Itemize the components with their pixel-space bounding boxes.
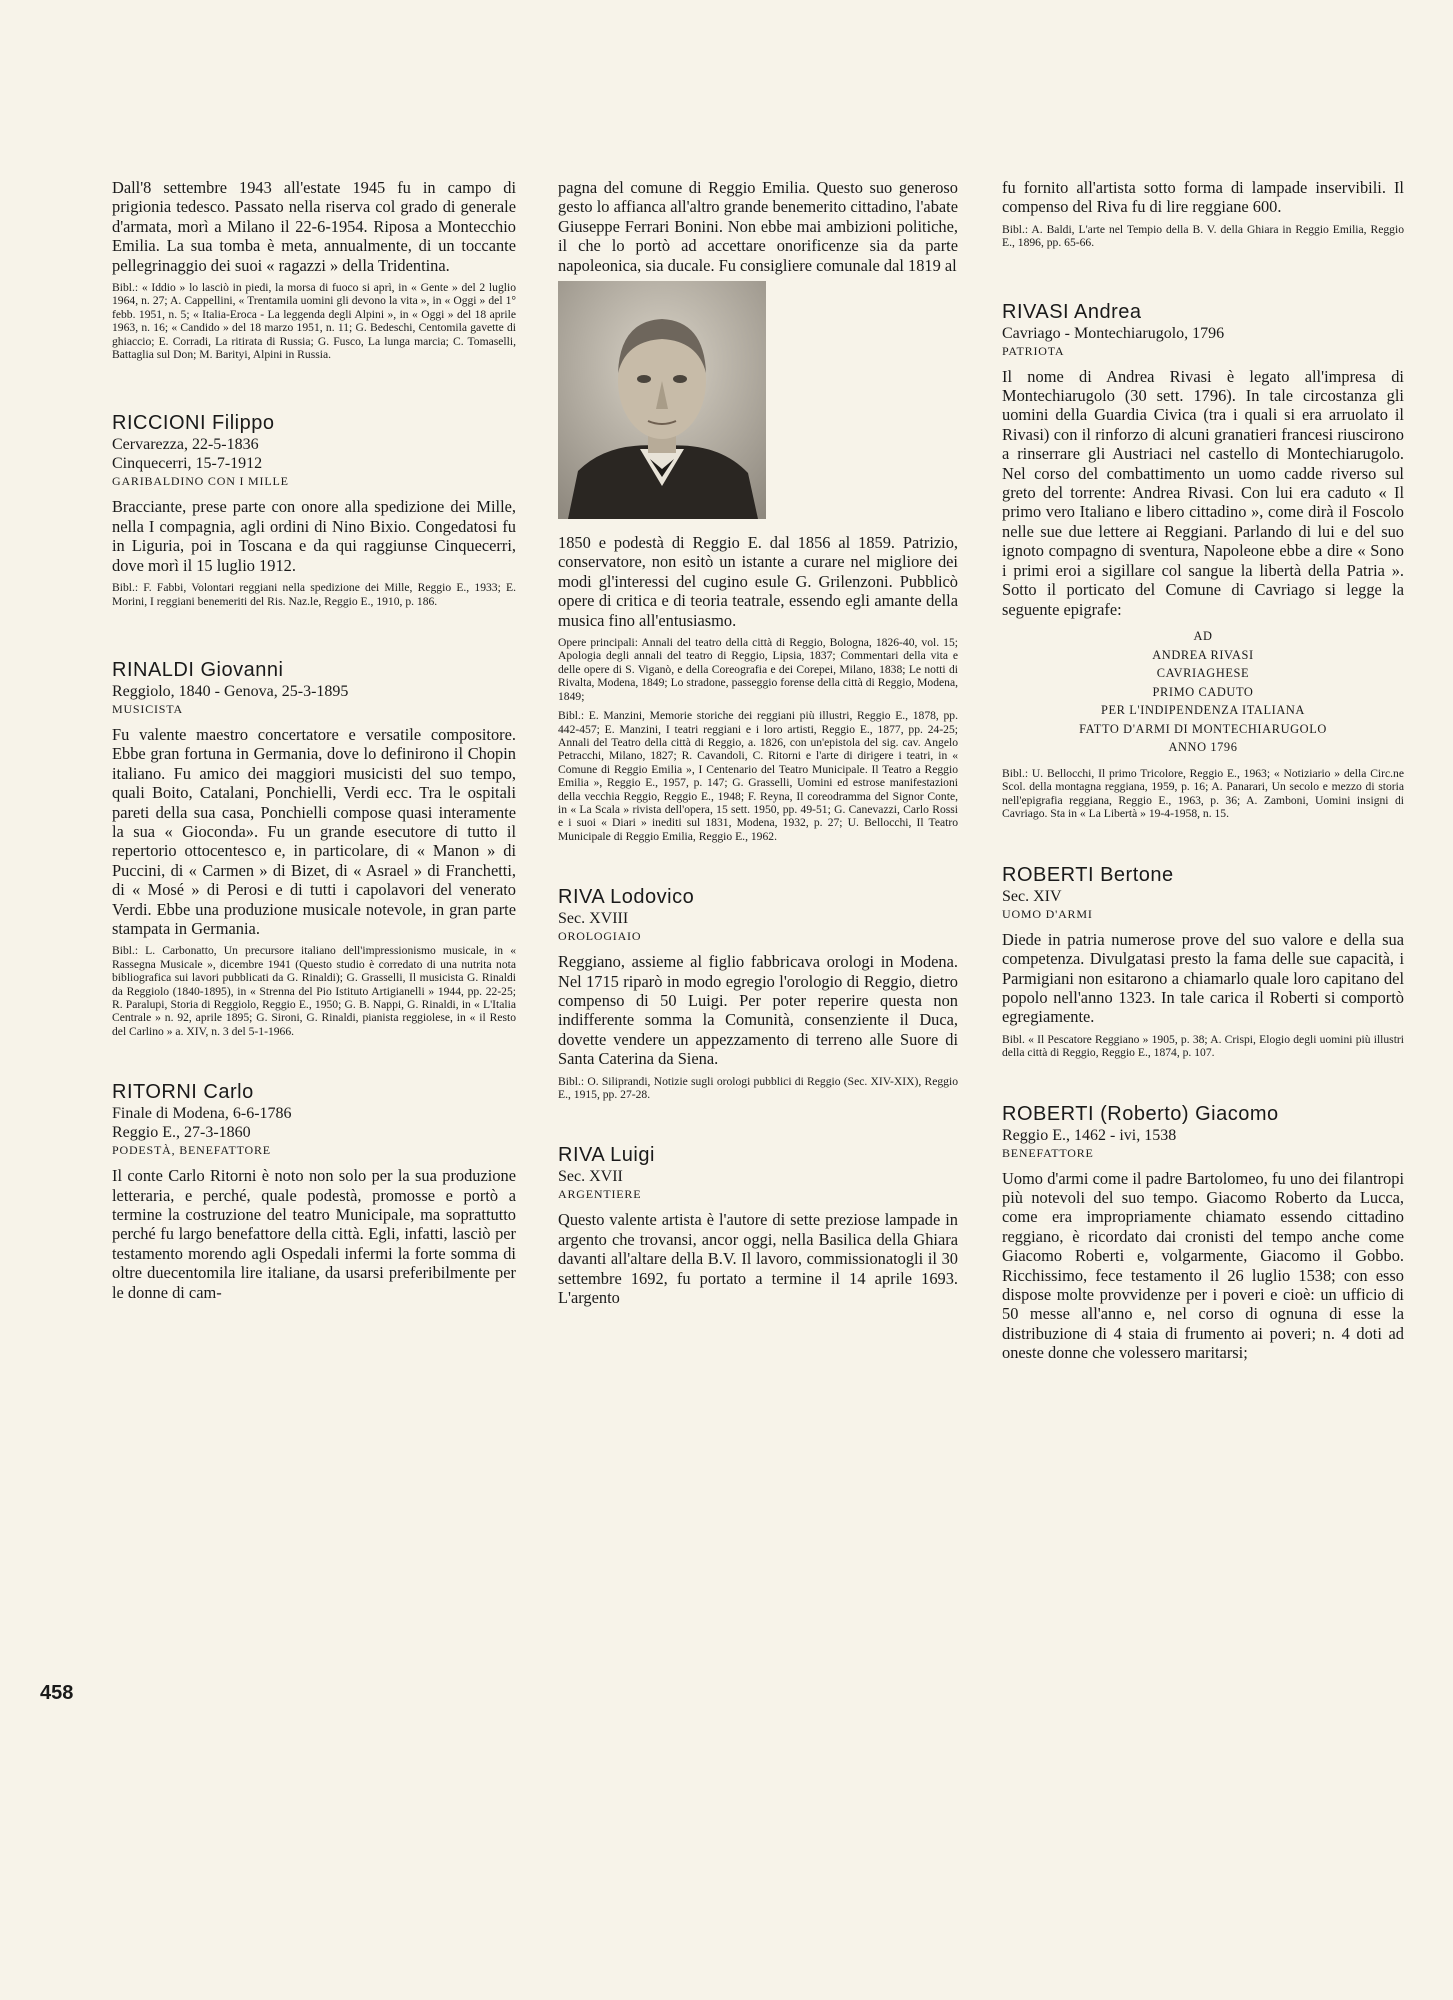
entry-name: RITORNI Carlo <box>112 1081 254 1104</box>
entry-dates: Sec. XVIII <box>558 910 629 928</box>
entry-dates: Sec. XIV <box>1002 887 1062 905</box>
entry-role: PATRIOTA <box>1002 343 1065 358</box>
entry-text: Il nome di Andrea Rivasi è legato all'impresa di Montechiarugolo (30 sett. 1796). In tale circostanza gli uomini della Guardia Civica (tra i quali si era arruolato il Rivasi) con il rinforzo di alcuni granatieri francesi riuscirono a rinserrare gli Austriaci nel castello di Montechiarugolo. Nel corso del combattimento un uomo cadde riverso sul greto del torrente: Andrea Rivasi. Con lui era caduto « Il primo vero Italiano e libero cittadino », come dirà il Foscolo nelle sue due lettere ai Reggiani. Parlando di lui e del suo ignoto compagno di sventura, Napoleone ebbe a dire « Sono i primi eroi a sigillare col sangue la libertà della Patria ». Sotto il porticato del Comune di Cavriago si legge la seguente epigrafe: <box>1002 366 1404 619</box>
entry-name: RINALDI Giovanni <box>112 658 284 681</box>
entry-text: Uomo d'armi come il padre Bartolomeo, fu uno dei filantropi più notevoli del suo tempo. Giacomo Roberto da Lucca, come era impropriamente chiamato essendo cittadino reggiano, è ricordato dai cronisti del tempo anche come Giacomo Roberti e, volgarmente, Giacomo il Gobbo. Ricchissimo, fece testamento il 26 luglio 1538; con esso dispose molte provvidenze per i poveri e cioè: un ufficio di 50 messe all'anno e, nel corso di ognuna di esse la distribuzione di 4 staia di frumento ai poveri; n. 4 doti ad oneste donne che volessero maritarsi; <box>1002 1168 1404 1363</box>
entry-death: Cinquecerri, 15-7-1912 <box>112 455 263 473</box>
entry-continuation-text: Dall'8 settembre 1943 all'estate 1945 fu in campo di prigionia tedesco. Passato nella riserva col grado di generale d'armata, morì a Milano il 22-6-1954. Riposa a Montecchio Emilia. La sua tomba è meta, annualmente, di un toccante pellegrinaggio dei suoi « ragazzi » della Tridentina. <box>112 178 516 275</box>
entry-role: OROLOGIAIO <box>558 929 642 944</box>
epigraph-line: AD <box>1193 628 1213 643</box>
entry-ritorni <box>112 1080 516 1302</box>
entry-bibliography: Bibl.: F. Fabbi, Volontari reggiani nella spedizione dei Mille, Reggio E., 1933; E. Morini, I reggiani benemeriti del Ris. Naz.le, Reggio E., 1910, p. 186. <box>112 581 516 608</box>
entry-riccioni <box>112 411 516 607</box>
portrait-photo <box>558 281 766 519</box>
epigraph-line: ANNO 1796 <box>1168 740 1238 755</box>
entry-name: RICCIONI Filippo <box>112 412 275 435</box>
entry-continuation-bibliography: Bibl.: « Iddio » lo lasciò in piedi, la morsa di fuoco si aprì, in « Gente » del 2 luglio 1964, n. 27; A. Cappellini, « Trentamila uomini gli devono la vita », in « Oggi » del 1° febb. 1951, n. 5; « Italia-Eroca - La leggenda degli Alpini », in « Oggi » del 18 aprile 1963, n. 16; « Candido » del 18 marzo 1951, n. 11; G. Bedeschi, Centomila gavette di ghiaccio; E. Corradi, La ritirata di Russia; G. Fusco, La lunga marcia; C. Tomaselli, Battaglia sul Don; M. Barityi, Alpini in Russia. <box>112 281 516 362</box>
entry-dates: Reggio E., 1462 - ivi, 1538 <box>1002 1126 1177 1144</box>
entry-death: Reggio E., 27-3-1860 <box>112 1124 251 1142</box>
entry-dates: Reggiolo, 1840 - Genova, 25-3-1895 <box>112 682 349 700</box>
entry-role: MUSICISTA <box>112 701 183 716</box>
entry-text: Diede in patria numerose prove del suo valore e della sua competenza. Divulgatasi presto la fama delle sue capacità, i Parmigiani non esitarono a chiamarlo quale loro capitano del popolo nell'anno 1323. In tale carica il Roberti si comportò egregiamente. <box>1002 929 1404 1027</box>
entry-role: UOMO D'ARMI <box>1002 906 1093 921</box>
entry-text: Reggiano, assieme al figlio fabbricava orologi in Modena. Nel 1715 riparò in modo egregio l'orologio di Reggio, dietro compenso di 50 Luigi. Per poter reperire questa non indifferente somma la Comunità, consenziente il Duca, dovette vendere un appezzamento di terreno alle Suore di Santa Caterina da Siena. <box>558 952 958 1069</box>
entry-riva-lodovico <box>558 885 958 1101</box>
entry-name: RIVASI Andrea <box>1002 300 1142 323</box>
page-number: 458 <box>40 1682 74 1704</box>
entry-role: BENEFATTORE <box>1002 1145 1094 1160</box>
entry-dates: Sec. XVII <box>558 1168 623 1186</box>
entry-text: Fu valente maestro concertatore e versatile compositore. Ebbe gran fortuna in Germania, dove lo definirono il Chopin italiano. Fu amico dei maggiori musicisti del suo tempo, quali Boito, Catalani, Ponchielli, Verdi ecc. Tra le ospitali pareti della sua casa, Ponchielli compose quasi interamente la sua « Gioconda». Fu un grande esecutore di tutto il repertorio ottocentesco e, in particolare, di « Manon » di Puccini, di « Carmen » di Bizet, di « Asrael » di Franchetti, di « Mosé » di Perosi e di tutti i capolavori del venerato Verdi. Ebbe una produzione musicale notevole, in gran parte stampata in Germania. <box>112 724 516 938</box>
portrait-image <box>558 281 766 519</box>
epigraph-line: CAVRIAGHESE <box>1156 666 1250 681</box>
entry-bibliography: Bibl.: L. Carbonatto, Un precursore italiano dell'impressionismo musicale, in « Rassegna Musicale », dicembre 1941 (Questo studio è corredato di una nutrita nota bibliografica sui lavori pubblicati da G. Rinaldi); G. Grasselli, Il musicista G. Rinaldi da Reggiolo (1840-1895), in « Strenna del Pio Istituto Artigianelli » 1944, pp. 22-25; R. Paralupi, Storia di Reggiolo, Reggio E., 1950; G. B. Nappi, G. Rinaldi, in « L'Italia Centrale » n. 92, aprile 1895; G. Sironi, G. Rinaldi, pianista reggiolese, in « il Resto del Carlino » a. XIV, n. 3 del 5-1-1966. <box>112 944 516 1038</box>
entry-bibliography: Bibl.: O. Siliprandi, Notizie sugli orologi pubblici di Reggio (Sec. XIV-XIX), Reggio E., 1915, pp. 27-28. <box>558 1074 958 1101</box>
entry-bibliography: Bibl.: A. Baldi, L'arte nel Tempio della B. V. della Ghiara in Reggio Emilia, Reggio E., 1896, pp. 65-66. <box>1002 222 1404 250</box>
epigraph-line: FATTO D'ARMI DI MONTECHIARUGOLO <box>1079 721 1327 736</box>
entry-text: Questo valente artista è l'autore di sette preziose lampade in argento che trovansi, ancor oggi, nella Basilica della Ghiara davanti all'altare della B.V. Il lavoro, commissionatogli il 30 settembre 1692, fu portato a termine il 14 aprile 1693. L'argento <box>558 1210 958 1308</box>
entry-bibliography: Bibl.: U. Bellocchi, Il primo Tricolore, Reggio E., 1963; « Notiziario » della Circ.ne Scol. della montagna reggiana, 1959, p. 16; A. Panarari, Un secolo e mezzo di storia nell'epigrafia reggiana, Reggio E., 1963, p. 36; A. Zamboni, Uomini insigni di Cavriago. Sta in « La Libertà » 19-4-1958, n. 15. <box>1002 767 1404 821</box>
column-2 <box>558 178 958 1313</box>
entry-role: PODESTÀ, BENEFATTORE <box>112 1143 271 1158</box>
entry-birth: Finale di Modena, 6-6-1786 <box>112 1105 292 1123</box>
entry-text: Il conte Carlo Ritorni è noto non solo per la sua produzione letteraria, e perché, quale podestà, promosse e portò a termine la costruzione del teatro Municipale, ma soprattutto perché fu largo benefattore della città. Egli, infatti, lasciò per testamento morendo agli Ospedali infermi la forte somma di oltre duecentomila lire italiane, da usarsi preferibilmente per le donne di cam- <box>112 1166 516 1302</box>
entry-name: ROBERTI Bertone <box>1002 863 1174 886</box>
entry-name: RIVA Luigi <box>558 1144 655 1167</box>
entry-dates: Cavriago - Montechiarugolo, 1796 <box>1002 324 1225 342</box>
entry-continuation-text: pagna del comune di Reggio Emilia. Questo suo generoso gesto lo affianca all'altro grande benemerito cittadino, l'abate Giuseppe Ferrari Bonini. Non ebbe mai ambizioni politiche, il che lo portò ad accettare onorificenze sia da parte napoleonica, sia ducale. Fu consigliere comunale dal 1819 al <box>558 178 958 275</box>
epigraph-line: PER L'INDIPENDENZA ITALIANA <box>1101 703 1305 718</box>
entry-role: GARIBALDINO CON I MILLE <box>112 474 289 489</box>
entry-bibliography: Bibl. « Il Pescatore Reggiano » 1905, p. 38; A. Crispi, Elogio degli uomini più illustri della città di Reggio, Reggio E., 1874, p. 107. <box>1002 1032 1404 1060</box>
entry-role: ARGENTIERE <box>558 1187 642 1202</box>
column-1 <box>112 178 516 1308</box>
entry-bibliography: Bibl.: E. Manzini, Memorie storiche dei reggiani più illustri, Reggio E., 1878, pp. 442-457; E. Manzini, I teatri reggiani e i loro artisti, Reggio E., 1877, pp. 24-25; Annali del Teatro della città di Reggio, a. 1826, con un'epistola del sig. cav. Angelo Petracchi, Milano, 1827; R. Cavandoli, C. Ritorni e l'arte di dirigere i teatri, in « Comune di Reggio Emilia », I Centenario del Teatro Municipale. Il Teatro a Reggio Emilia », Reggio E., 1957, p. 147; G. Grasselli, Uomini ed estrose manifestazioni della vecchia Reggio, Reggio E., 1948; F. Reyna, Il coreodramma del Signor Conte, in « La Scala » rivista dell'opera, 15 sett. 1950, pp. 49-51; G. Canevazzi, Carlo Rossi e i suoi « Diari » inediti sul 1831, Modena, 1932, p. 27; U. Bellocchi, Il Teatro Municipale di Reggio Emilia, Reggio E., 1962. <box>558 709 958 843</box>
epigraph-line: ANDREA RIVASI <box>1152 647 1254 662</box>
entry-birth: Cervarezza, 22-5-1836 <box>112 436 259 454</box>
entry-riva-luigi <box>558 1143 958 1307</box>
entry-continuation-text-2: 1850 e podestà di Reggio E. dal 1856 al 1859. Patrizio, conservatore, non esitò un istante a curare nel migliore dei modi gl'interessi del cugino esule G. Grilenzoni. Pubblicò opere di critica e di teoria teatrale, essendo egli amante della musica fino all'entusiasmo. <box>558 533 958 630</box>
entry-roberti-bertone <box>1002 863 1404 1060</box>
column-3 <box>1002 178 1404 1369</box>
entry-rivasi <box>1002 300 1404 821</box>
entry-name: RIVA Lodovico <box>558 886 695 909</box>
entry-rinaldi <box>112 658 516 1038</box>
epigraph-line: PRIMO CADUTO <box>1152 684 1254 699</box>
entry-text: Bracciante, prese parte con onore alla spedizione dei Mille, nella I compagnia, agli ordini di Nino Bixio. Congedatosi fu in Liguria, poi in Toscana e da qui raggiunse Cinquecerri, dove morì il 15 luglio 1912. <box>112 497 516 575</box>
epigraph <box>1002 627 1404 757</box>
entry-works: Opere principali: Annali del teatro della città di Reggio, Bologna, 1826-40, vol. 15; Apologia degli annali del teatro di Reggio, Lipsia, 1837; Commentari della vita e delle opere di S. Viganò, e della Coreografia e dei Corepei, Milano, 1838; Le notti di Rivalta, Modena, 1849; Lo stradone, passeggio forense della città di Reggio, Modena, 1849; <box>558 636 958 703</box>
entry-continuation-text: fu fornito all'artista sotto forma di lampade inservibili. Il compenso del Riva fu di lire reggiane 600. <box>1002 178 1404 217</box>
entry-name: ROBERTI (Roberto) Giacomo <box>1002 1102 1279 1125</box>
entry-roberti-giacomo <box>1002 1102 1404 1363</box>
